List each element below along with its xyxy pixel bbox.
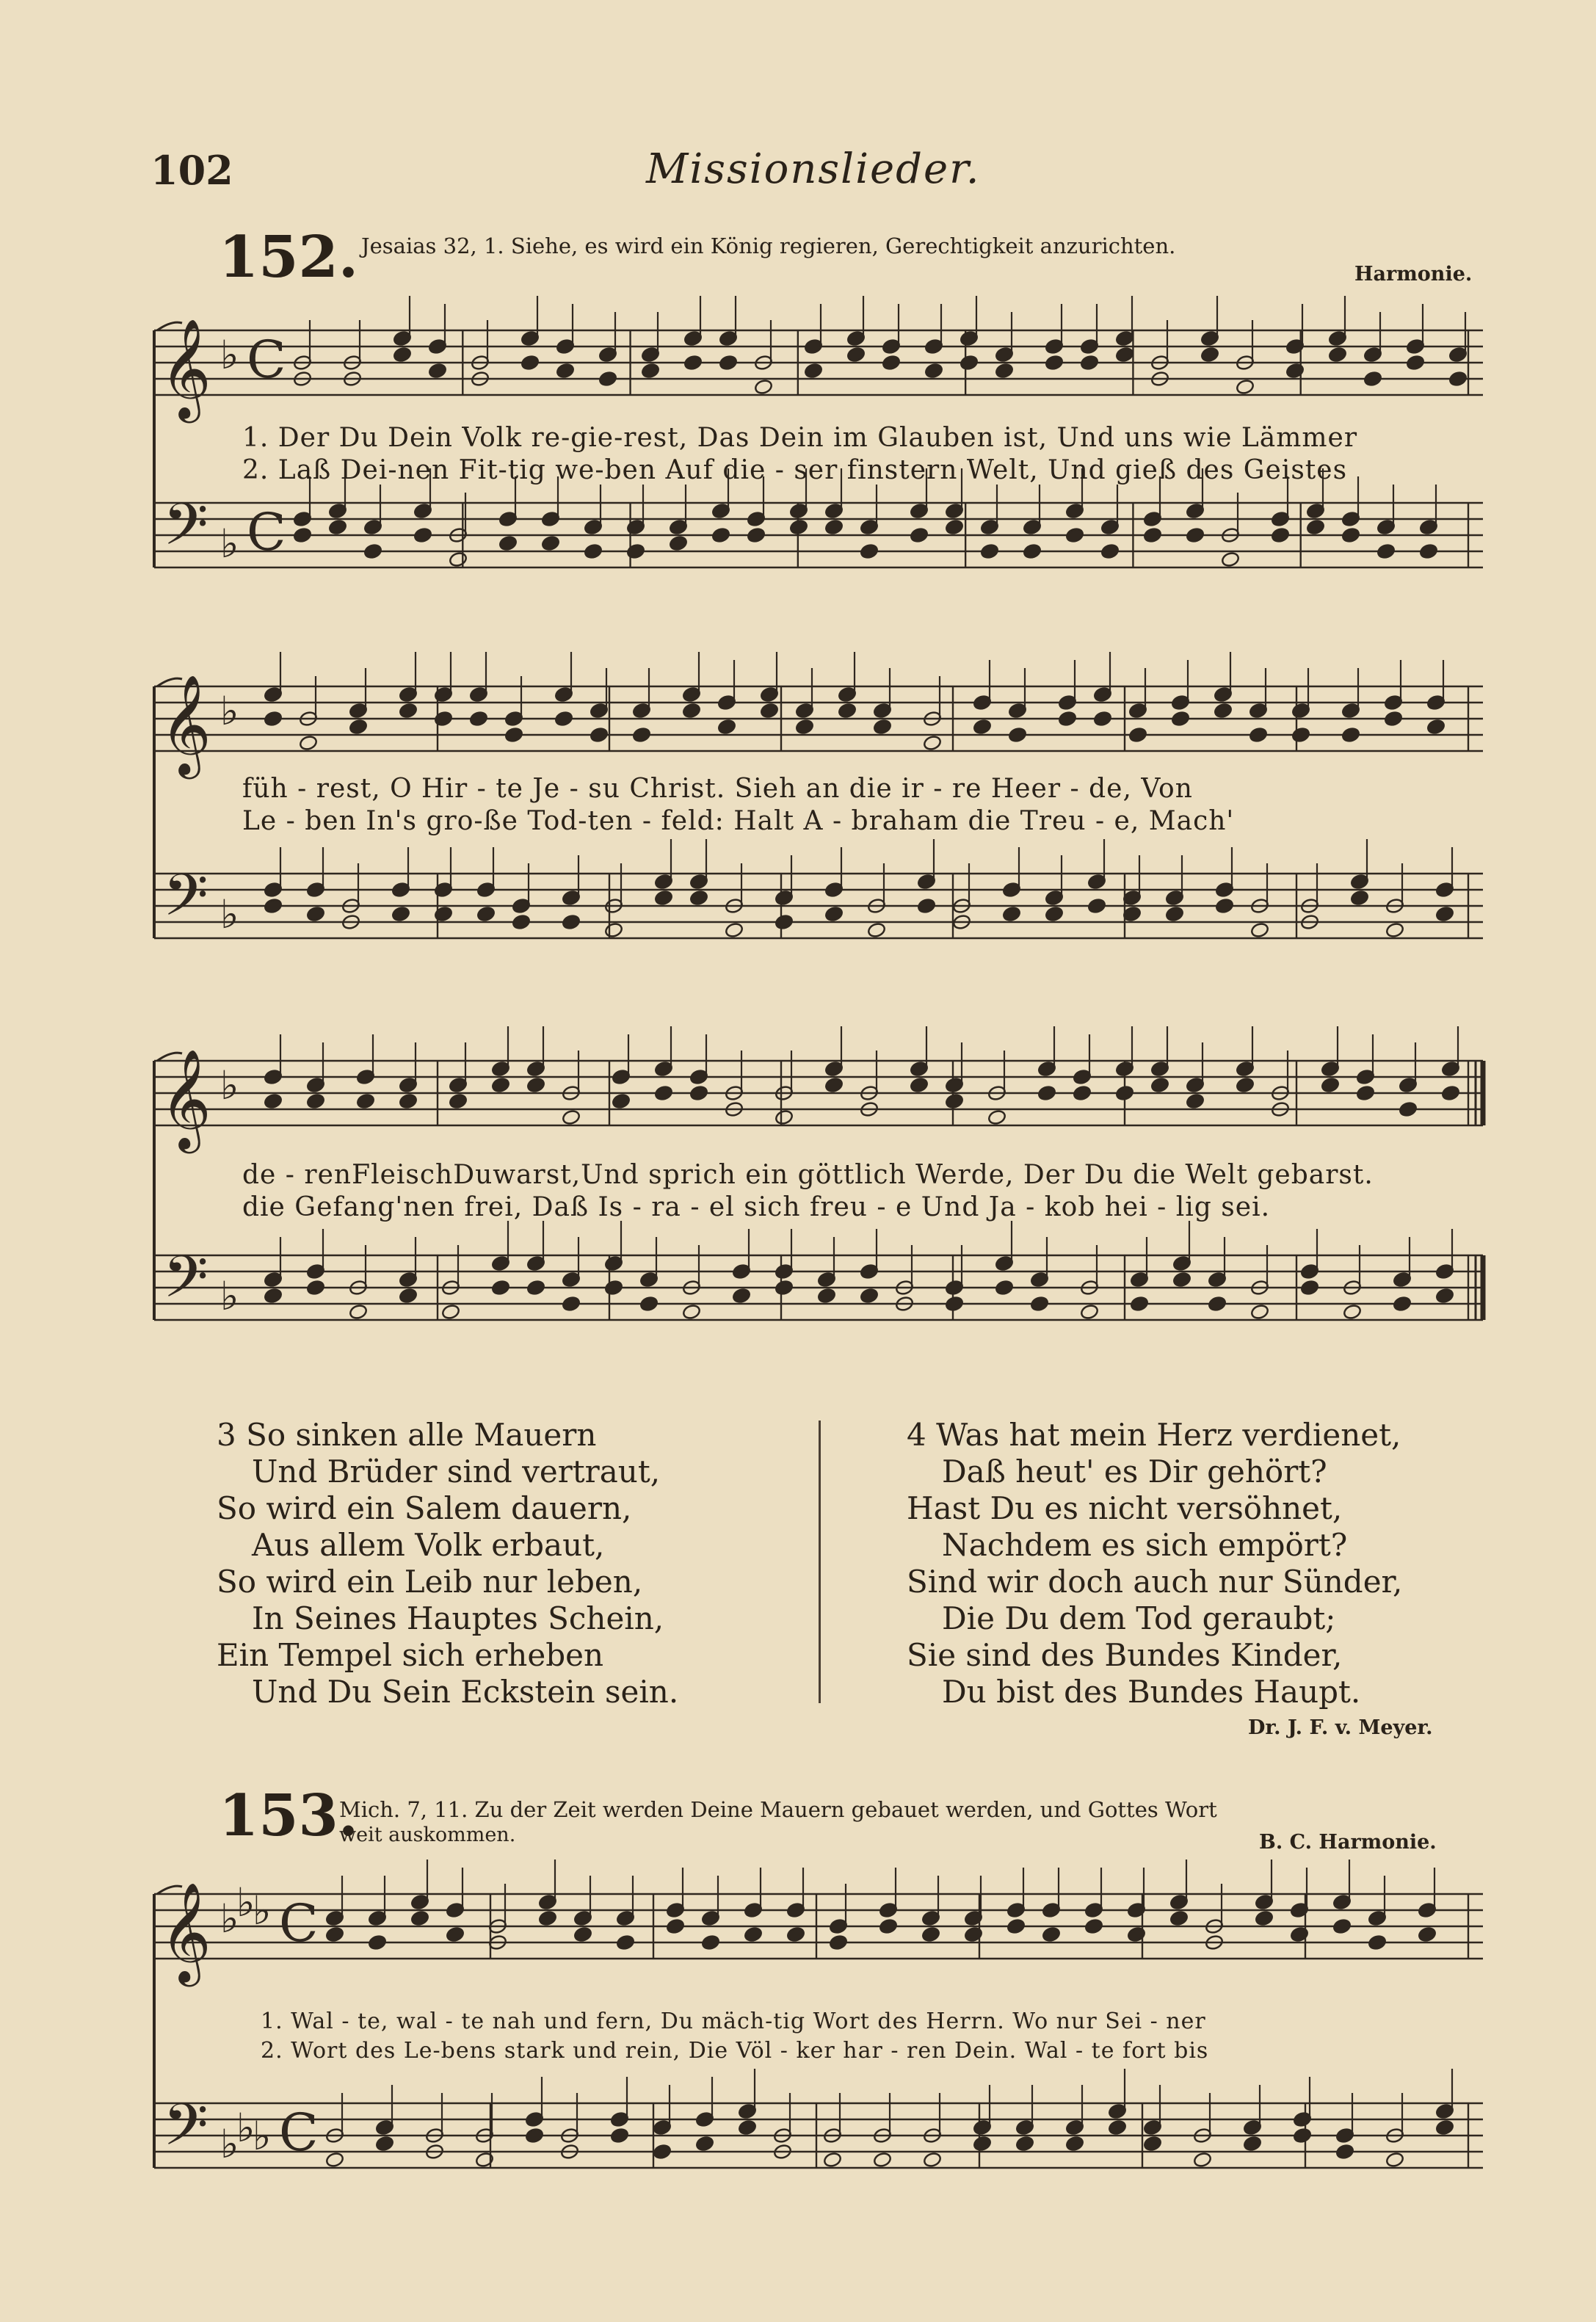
note-head <box>1042 1926 1061 1943</box>
lyric-line: Le - ben In's gro-ße Tod-ten - feld: Halt A - braham die Treu - e, Mach' <box>242 806 1235 836</box>
note-head <box>428 363 447 380</box>
note-head <box>1215 898 1234 915</box>
note-head <box>695 2136 714 2152</box>
note-head <box>1250 922 1269 939</box>
flat-sign-icon: ♭ <box>220 1273 239 1319</box>
note-head <box>744 1926 763 1943</box>
note-head <box>717 719 736 736</box>
note-head <box>1448 371 1468 388</box>
note-head <box>701 1934 720 1951</box>
note-head <box>1080 1304 1099 1321</box>
note-head <box>682 1304 701 1321</box>
note-head <box>325 1926 344 1943</box>
note-head <box>987 1109 1006 1126</box>
stanza-line: Hast Du es nicht versöhnet, <box>907 1490 1343 1526</box>
note-head <box>1271 527 1290 544</box>
note-head <box>1255 1910 1274 1927</box>
note-head <box>1350 890 1369 907</box>
note-head <box>562 1109 581 1126</box>
note-head <box>641 363 660 380</box>
treble-clef-icon: 𝄞 <box>160 673 211 774</box>
note-head <box>1236 1077 1255 1094</box>
note-head <box>1343 1304 1362 1321</box>
note-head <box>960 355 979 371</box>
note-head <box>573 1926 592 1943</box>
note-head <box>363 543 382 560</box>
note-head <box>732 1288 751 1305</box>
note-head <box>945 519 964 536</box>
scripture-reference: Jesaias 32, 1. Siehe, es wird ein König regieren, Gerechtigkeit anzurichten. <box>361 233 1176 258</box>
stanza-line: In Seines Hauptes Schein, <box>252 1600 664 1636</box>
note-head <box>410 1910 429 1927</box>
stanza-divider <box>819 1421 821 1703</box>
note-head <box>356 1093 375 1110</box>
note-head <box>689 890 708 907</box>
common-time-icon: C <box>279 2103 319 2163</box>
note-head <box>1306 519 1325 536</box>
note-head <box>1376 543 1396 560</box>
lyric-line: 1. Der Du Dein Volk re-gie-rest, Das Dein im Glauben ist, Und uns wie Lämmer <box>242 423 1358 453</box>
note-head <box>924 363 943 380</box>
note-head <box>562 914 581 931</box>
note-head <box>584 543 603 560</box>
note-head <box>1045 355 1064 371</box>
note-head <box>747 527 766 544</box>
stanza-line: Du bist des Bundes Haupt. <box>942 1674 1361 1710</box>
note-head <box>306 906 325 923</box>
note-head <box>1037 1085 1056 1102</box>
note-head <box>1363 371 1382 388</box>
note-head <box>689 1085 708 1102</box>
note-head <box>1045 906 1064 923</box>
note-head <box>264 711 283 728</box>
stanza-line: Nachdem es sich empört? <box>942 1527 1348 1563</box>
note-head <box>910 1077 929 1094</box>
stanza-line: Aus allem Volk erbaut, <box>252 1527 605 1563</box>
note-head <box>1115 347 1134 363</box>
note-head <box>1293 2127 1312 2144</box>
note-head <box>995 363 1014 380</box>
note-head <box>873 2152 892 2169</box>
note-head <box>610 2127 629 2144</box>
note-head <box>541 535 560 552</box>
bass-clef-icon: 𝄢 <box>163 1243 208 1325</box>
note-head <box>1143 527 1162 544</box>
note-head <box>1435 2119 1454 2136</box>
stanza-line: Sie sind des Bundes Kinder, <box>907 1637 1343 1673</box>
note-head <box>264 898 283 915</box>
note-head <box>838 703 857 719</box>
note-head <box>1385 922 1404 939</box>
note-head <box>1015 2136 1034 2152</box>
lyric-line: die Gefang'nen frei, Daß Is - ra - el sich freu - e Und Ja - kob hei - lig sei. <box>242 1192 1271 1222</box>
note-head <box>1171 711 1190 728</box>
note-head <box>1335 2144 1354 2160</box>
note-head <box>1172 1271 1191 1288</box>
note-head <box>325 2152 344 2169</box>
note-head <box>1249 727 1268 744</box>
scripture-reference-continued: weit auskommen. <box>339 1824 516 1846</box>
note-head <box>923 735 942 752</box>
note-head <box>738 2119 757 2136</box>
note-head <box>538 1910 557 1927</box>
common-time-icon: C <box>247 330 286 390</box>
bass-clef-icon: 𝄢 <box>163 2091 208 2173</box>
note-head <box>604 922 623 939</box>
note-head <box>449 1093 468 1110</box>
flat-sign-icon: ♭ <box>220 891 239 937</box>
note-head <box>525 2127 544 2144</box>
note-head <box>1419 543 1438 560</box>
note-head <box>1073 1085 1092 1102</box>
note-head <box>683 355 703 371</box>
note-head <box>1030 1296 1049 1313</box>
note-head <box>669 535 688 552</box>
note-head <box>1321 1077 1340 1094</box>
note-head <box>980 543 999 560</box>
note-head <box>1150 1077 1169 1094</box>
note-head <box>349 1304 368 1321</box>
note-head <box>653 2144 672 2160</box>
stanza-line: So wird ein Salem dauern, <box>217 1490 632 1526</box>
running-title: Missionslieder. <box>646 145 981 193</box>
note-head <box>476 906 496 923</box>
note-head <box>1002 906 1021 923</box>
flat-sign-icon: ♭ <box>236 1879 255 1926</box>
note-head <box>526 1077 545 1094</box>
note-head <box>725 922 744 939</box>
note-head <box>526 1280 545 1296</box>
common-time-icon: C <box>247 502 286 562</box>
stanza-line: Daß heut' es Dir gehört? <box>942 1454 1327 1490</box>
note-head <box>399 1288 418 1305</box>
note-head <box>306 1093 325 1110</box>
note-head <box>760 703 779 719</box>
note-head <box>923 2152 942 2169</box>
note-head <box>299 735 318 752</box>
bass-clef-icon: 𝄢 <box>163 490 208 573</box>
note-head <box>399 1093 418 1110</box>
note-head <box>1393 1296 1412 1313</box>
note-head <box>1093 711 1112 728</box>
author-attribution: Dr. J. F. v. Meyer. <box>1248 1716 1433 1739</box>
note-head <box>264 1093 283 1110</box>
note-head <box>349 719 368 736</box>
note-head <box>1435 906 1454 923</box>
lyric-line: 1. Wal - te, wal - te nah und fern, Du mäch-tig Wort des Herrn. Wo nur Sei - ner <box>261 2009 1206 2034</box>
flat-sign-icon: ♭ <box>236 2105 255 2151</box>
note-head <box>512 914 531 931</box>
note-head <box>973 2136 992 2152</box>
note-head <box>491 1280 510 1296</box>
note-head <box>1200 347 1219 363</box>
note-head <box>1080 355 1099 371</box>
note-head <box>754 379 773 396</box>
flat-sign-icon: ♭ <box>253 2113 272 2159</box>
flat-sign-icon: ♭ <box>220 2121 239 2167</box>
note-head <box>817 1288 836 1305</box>
note-head <box>413 527 432 544</box>
note-head <box>666 1918 685 1935</box>
note-head <box>1250 1304 1269 1321</box>
tune-name: Harmonie. <box>1354 263 1473 286</box>
note-head <box>1165 906 1184 923</box>
note-head <box>1285 363 1305 380</box>
note-head <box>1399 1101 1418 1118</box>
note-head <box>626 543 645 560</box>
page-number: 102 <box>150 147 233 194</box>
note-head <box>775 1109 794 1126</box>
note-head <box>639 1296 659 1313</box>
note-head <box>1214 703 1233 719</box>
note-head <box>1130 1296 1149 1313</box>
note-head <box>1341 527 1360 544</box>
note-head <box>873 719 892 736</box>
note-head <box>829 1934 848 1951</box>
note-head <box>1385 2152 1404 2169</box>
treble-clef-icon: 𝄞 <box>160 317 211 418</box>
note-head <box>882 355 901 371</box>
note-head <box>1368 1934 1387 1951</box>
hymn-number: 153. <box>219 1782 358 1849</box>
note-head <box>449 551 468 568</box>
note-head <box>1236 379 1255 396</box>
note-head <box>860 543 879 560</box>
note-head <box>682 703 701 719</box>
note-head <box>775 1280 794 1296</box>
lyric-line: 2. Wort des Le-bens stark und rein, Die Völ - ker har - ren Dein. Wal - te fort bis <box>261 2038 1209 2064</box>
note-head <box>328 519 347 536</box>
note-head <box>612 1093 631 1110</box>
note-head <box>775 914 794 931</box>
stanza-line: So wird ein Leib nur leben, <box>217 1564 643 1600</box>
scripture-reference: Mich. 7, 11. Zu der Zeit werden Deine Mauern gebauet werden, und Gottes Wort <box>339 1797 1217 1822</box>
note-head <box>846 347 866 363</box>
note-head <box>520 355 540 371</box>
note-head <box>879 1918 898 1935</box>
lyric-line: füh - rest, O Hir - te Je - su Christ. Sieh an die ir - re Heer - de, Von <box>242 774 1193 804</box>
note-head <box>375 2136 394 2152</box>
note-head <box>1006 1918 1026 1935</box>
stanza-4 <box>907 1417 1402 1710</box>
bass-clef-icon: 𝄢 <box>163 861 208 943</box>
note-head <box>1406 355 1425 371</box>
stanza-line: 4 Was hat mein Herz verdienet, <box>907 1417 1401 1453</box>
note-head <box>804 363 823 380</box>
note-head <box>1193 2152 1212 2169</box>
stanza-3 <box>217 1417 678 1710</box>
note-head <box>1143 2136 1162 2152</box>
treble-clef-icon: 𝄞 <box>160 1048 211 1149</box>
note-head <box>1169 1910 1189 1927</box>
note-head <box>491 1077 510 1094</box>
note-head <box>391 906 410 923</box>
flat-sign-icon: ♭ <box>220 688 239 734</box>
flat-sign-icon: ♭ <box>220 1062 239 1109</box>
note-head <box>824 906 844 923</box>
note-head <box>1023 543 1042 560</box>
note-head <box>1291 727 1310 744</box>
note-head <box>1208 1296 1227 1313</box>
stanza-line: Sind wir doch auch nur Sünder, <box>907 1564 1403 1600</box>
stanza-line: Und Du Sein Eckstein sein. <box>252 1674 679 1710</box>
note-head <box>945 1296 964 1313</box>
note-head <box>1426 719 1446 736</box>
note-head <box>306 1280 325 1296</box>
note-head <box>590 727 609 744</box>
note-head <box>973 719 992 736</box>
note-head <box>399 703 418 719</box>
note-head <box>1243 2136 1262 2152</box>
flat-sign-icon: ♭ <box>220 332 239 378</box>
note-head <box>824 519 844 536</box>
flat-sign-icon: ♭ <box>220 1895 239 1942</box>
note-head <box>1128 727 1147 744</box>
note-head <box>917 898 936 915</box>
tune-name: B. C. Harmonie. <box>1259 1831 1437 1854</box>
treble-clef-icon: 𝄞 <box>160 1881 211 1982</box>
note-head <box>562 1296 581 1313</box>
note-head <box>293 527 312 544</box>
note-head <box>910 527 929 544</box>
lyric-line: de - renFleischDuwarst,Und sprich ein göttlich Werde, Der Du die Welt gebarst. <box>242 1160 1374 1190</box>
note-head <box>711 527 730 544</box>
note-head <box>1300 1280 1319 1296</box>
note-head <box>795 719 814 736</box>
note-head <box>632 727 651 744</box>
note-head <box>498 535 518 552</box>
note-head <box>1108 2119 1127 2136</box>
note-head <box>1418 1926 1437 1943</box>
note-head <box>719 355 738 371</box>
note-head <box>945 1093 964 1110</box>
note-head <box>995 1280 1014 1296</box>
note-head <box>1356 1085 1375 1102</box>
note-head <box>1441 1085 1460 1102</box>
hymn-number: 152. <box>219 224 358 291</box>
flat-sign-icon: ♭ <box>220 520 239 567</box>
note-head <box>1087 898 1106 915</box>
note-head <box>1328 347 1347 363</box>
note-head <box>1332 1918 1352 1935</box>
lyric-line: 2. Laß Dei-nen Fit-tig we-ben Auf die - ser finstern Welt, Und gieß des Geistes <box>242 455 1348 485</box>
note-head <box>1186 1093 1205 1110</box>
note-head <box>393 347 412 363</box>
stanza-line: Die Du dem Tod geraubt; <box>942 1600 1336 1636</box>
note-head <box>654 890 673 907</box>
note-head <box>921 1926 940 1943</box>
note-head <box>1186 527 1205 544</box>
note-head <box>598 371 617 388</box>
note-head <box>604 1280 623 1296</box>
note-head <box>1221 551 1240 568</box>
music-system <box>147 1876 1505 2199</box>
note-head <box>1100 543 1120 560</box>
common-time-icon: C <box>279 1893 319 1953</box>
flat-sign-icon: ♭ <box>253 1887 272 1934</box>
note-head <box>264 1288 283 1305</box>
stanza-line: 3 So sinken alle Mauern <box>217 1417 597 1453</box>
note-head <box>1065 2136 1084 2152</box>
note-head <box>1084 1918 1103 1935</box>
note-head <box>1058 711 1077 728</box>
note-head <box>556 363 575 380</box>
note-head <box>824 1077 844 1094</box>
note-head <box>446 1926 465 1943</box>
note-head <box>1384 711 1403 728</box>
note-head <box>654 1085 673 1102</box>
note-head <box>789 519 808 536</box>
stanza-line: Ein Tempel sich erheben <box>217 1637 603 1673</box>
note-head <box>867 922 886 939</box>
stanza-line: Und Brüder sind vertraut, <box>252 1454 661 1490</box>
note-head <box>1115 1085 1134 1102</box>
note-head <box>441 1304 460 1321</box>
note-head <box>554 711 573 728</box>
note-head <box>1341 727 1360 744</box>
note-head <box>504 727 523 744</box>
note-head <box>1065 527 1084 544</box>
note-head <box>1008 727 1027 744</box>
note-head <box>616 1934 635 1951</box>
note-head <box>786 1926 805 1943</box>
note-head <box>860 1288 879 1305</box>
note-head <box>469 711 488 728</box>
note-head <box>823 2152 842 2169</box>
note-head <box>368 1934 387 1951</box>
note-head <box>1435 1288 1454 1305</box>
